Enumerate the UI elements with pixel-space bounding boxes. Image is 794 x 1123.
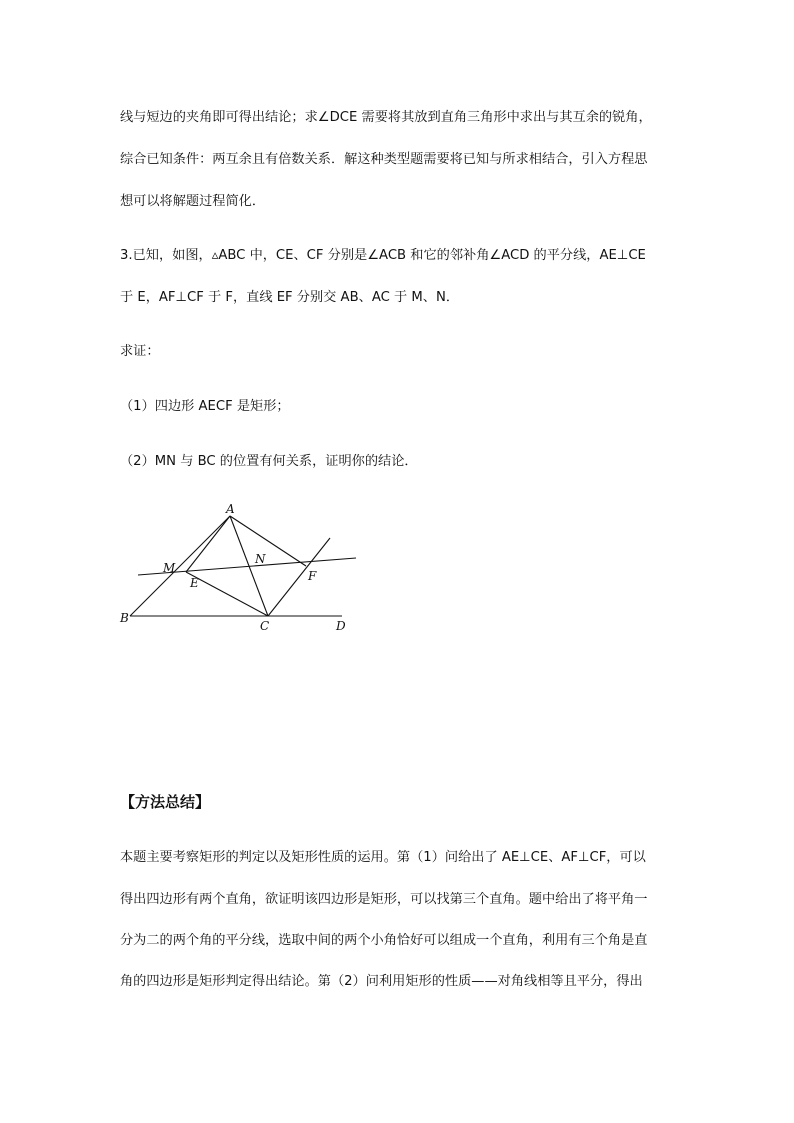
problem-part-2: （2）MN 与 BC 的位置有何关系，证明你的结论． <box>120 454 418 469</box>
prove-label: 求证： <box>120 344 160 359</box>
problem-part-1: （1）四边形 AECF 是矩形； <box>120 399 290 414</box>
text-line: 综合已知条件：两互余且有倍数关系．解这种类型题需要将已知与所求相结合，引入方程思 <box>120 152 648 167</box>
label-B: B <box>120 611 129 625</box>
text-line: 线与短边的夹角即可得出结论；求∠DCE 需要将其放到直角三角形中求出与其互余的锐角， <box>120 110 652 125</box>
label-M: M <box>163 561 176 575</box>
text-line: 想可以将解题过程简化． <box>120 194 266 209</box>
line-CF-extended <box>268 538 330 616</box>
label-D: D <box>336 619 346 633</box>
problem-statement-line: 3.已知，如图，▵ABC 中，CE、CF 分别是∠ACB 和它的邻补角∠ACD 的平分线，AE⊥CE <box>120 248 646 263</box>
summary-line: 分为二的两个角的平分线，选取中间的两个小角恰好可以组成一个直角，利用有三个角是直 <box>120 933 648 948</box>
problem-statement-line: 于 E，AF⊥CF 于 F，直线 EF 分别交 AB、AC 于 M、N． <box>120 290 460 305</box>
geometry-figure <box>110 500 370 640</box>
summary-line: 角的四边形是矩形判定得出结论。第（2）问利用矩形的性质——对角线相等且平分，得出 <box>120 974 643 989</box>
summary-line: 得出四边形有两个直角，欲证明该四边形是矩形，可以找第三个直角。题中给出了将平角一 <box>120 892 648 907</box>
label-C: C <box>260 619 270 633</box>
line-AE <box>186 516 230 572</box>
label-E: E <box>190 576 199 590</box>
section-heading: 【方法总结】 <box>120 793 211 811</box>
label-A: A <box>226 502 235 516</box>
line-AF <box>230 516 306 566</box>
label-F: F <box>308 569 317 583</box>
summary-line: 本题主要考察矩形的判定以及矩形性质的运用。第（1）问给出了 AE⊥CE、AF⊥CF，可以 <box>120 850 646 865</box>
label-N: N <box>255 552 266 566</box>
line-BA <box>130 516 230 616</box>
